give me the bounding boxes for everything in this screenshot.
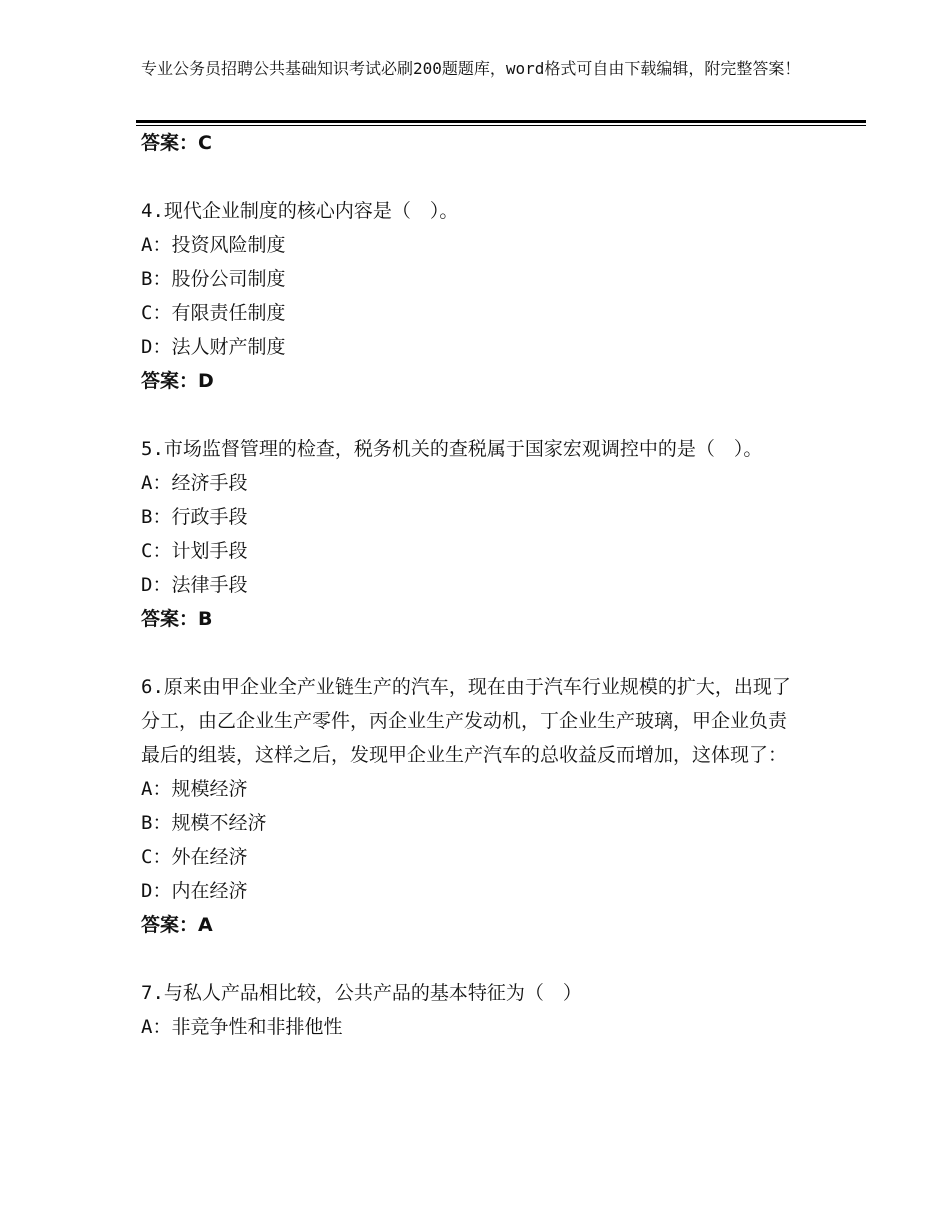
option-d: D：法人财产制度 [141, 336, 286, 358]
question-stem: 4.现代企业制度的核心内容是（ ）。 [141, 200, 459, 222]
question-stem: 6.原来由甲企业全产业链生产的汽车，现在由于汽车行业规模的扩大，出现了分工，由乙企业生产零件，丙企业生产发动机，丁企业生产玻璃，甲企业负责最后的组装，这样之后，发现甲企业生产汽车的总收益反而增加，这体现了： [141, 676, 791, 766]
answer-label: 答案：C [141, 132, 212, 154]
question-content [141, 126, 801, 1044]
option-c: C：计划手段 [141, 540, 248, 562]
question-stem: 7.与私人产品相比较，公共产品的基本特征为（ ） [141, 982, 582, 1004]
answer-label: 答案：A [141, 914, 213, 936]
question-block [141, 194, 801, 398]
option-a: A：经济手段 [141, 472, 248, 494]
option-b: B：规模不经济 [141, 812, 267, 834]
option-b: B：股份公司制度 [141, 268, 286, 290]
question-stem: 5.市场监督管理的检查，税务机关的查税属于国家宏观调控中的是（ ）。 [141, 438, 763, 460]
document-header: 专业公务员招聘公共基础知识考试必刷200题题库，word格式可自由下载编辑，附完整答案！ [141, 59, 801, 78]
option-a: A：规模经济 [141, 778, 248, 800]
question-block [141, 432, 801, 636]
option-c: C：有限责任制度 [141, 302, 286, 324]
answer-label: 答案：D [141, 370, 214, 392]
option-a: A：投资风险制度 [141, 234, 286, 256]
option-d: D：法律手段 [141, 574, 248, 596]
option-d: D：内在经济 [141, 880, 248, 902]
header-divider [136, 120, 866, 123]
option-c: C：外在经济 [141, 846, 248, 868]
answer-label: 答案：B [141, 608, 213, 630]
option-a: A：非竞争性和非排他性 [141, 1016, 343, 1038]
option-b: B：行政手段 [141, 506, 248, 528]
question-block [141, 670, 801, 942]
question-block [141, 976, 801, 1044]
